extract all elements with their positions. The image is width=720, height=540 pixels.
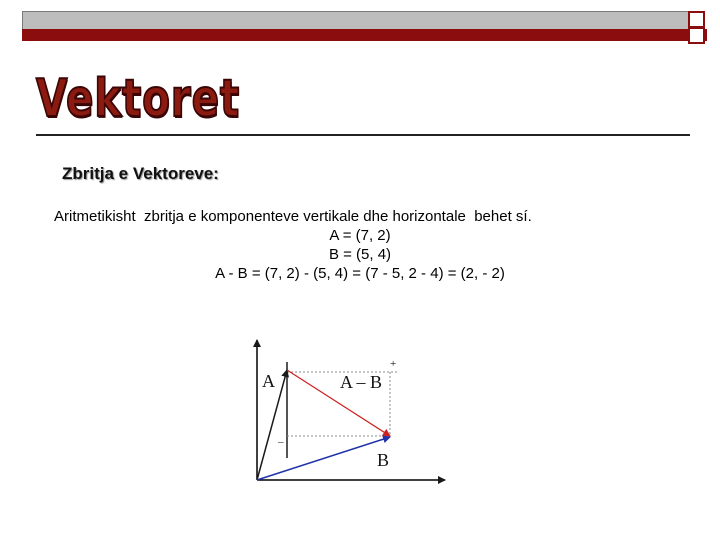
vector-diagram: [240, 330, 460, 490]
slide-body: [0, 207, 720, 283]
body-line-vector-a: A = (7, 2): [329, 227, 391, 244]
body-line-difference: A - B = (7, 2) - (5, 4) = (7 - 5, 2 - 4) = (2, - 2): [215, 265, 505, 282]
corner-square-bottom: [688, 27, 705, 44]
label-plus: +: [390, 358, 397, 370]
body-line-intro: Aritmetikisht zbritja e komponenteve vertikale dhe horizontale behet sí.: [54, 208, 532, 225]
corner-square-top: [688, 11, 705, 28]
slide-title: Vektoret: [36, 69, 241, 129]
vector-b-arrow: [257, 437, 390, 480]
label-minus: –: [278, 436, 284, 448]
slide-subtitle: Zbritja e Vektoreve:: [62, 164, 219, 183]
top-accent-stripe: [22, 29, 707, 41]
label-a-minus-b: A – B: [340, 372, 383, 392]
label-a: A: [262, 371, 275, 391]
body-line-vector-b: B = (5, 4): [328, 246, 392, 263]
label-b: B: [377, 450, 390, 470]
top-decor-bar: [22, 11, 689, 30]
title-underline: [36, 134, 690, 136]
